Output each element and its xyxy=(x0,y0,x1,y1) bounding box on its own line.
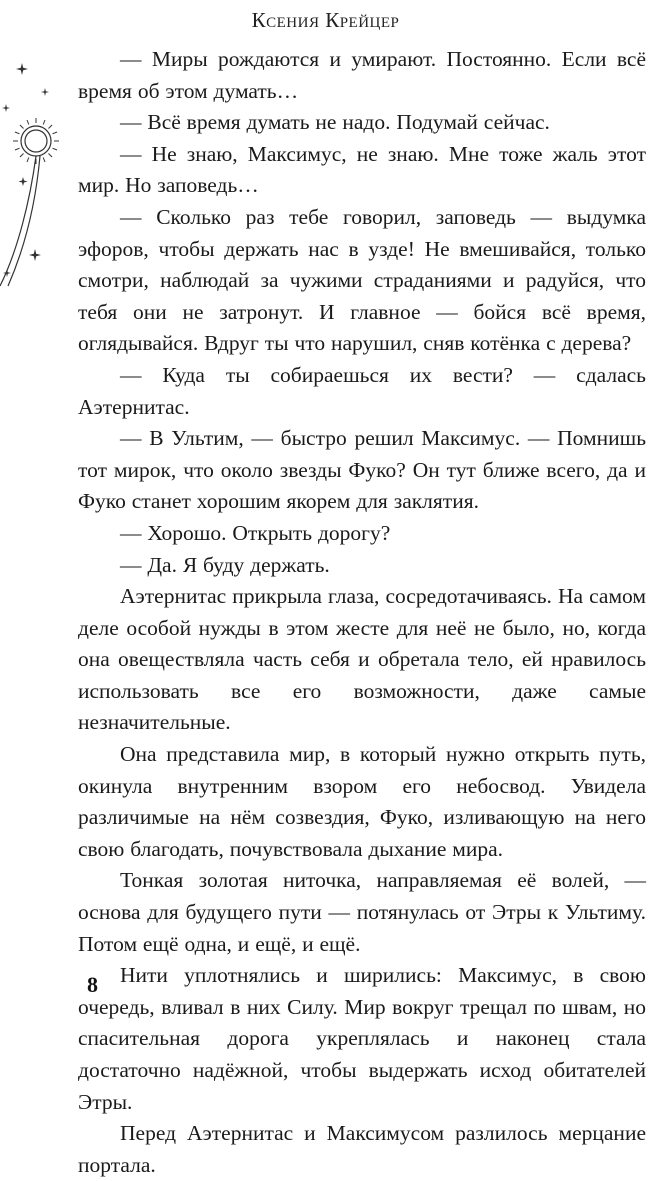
paragraph: — Всё время думать не надо. Подумай сейчас. xyxy=(120,110,550,135)
paragraph: Нити уплотнялись и ширились: Максимус, в свою очередь, вливал в них Силу. Мир вокруг трещал по швам, но спасительная дорога укреплялась и наконец стала достаточно надёжной, чтобы выдержать исход обитателей Этры. xyxy=(78,963,646,1114)
paragraph: — В Ультим, — быстро решил Максимус. — Помнишь тот мирок, что около звезды Фуко? Он тут ближе всего, да и Фуко станет хорошим якорем для заклятия. xyxy=(78,426,646,514)
paragraph: Перед Аэтернитас и Максимусом разлилось мерцание портала. xyxy=(78,1121,646,1177)
page-number: 8 xyxy=(87,972,98,997)
star-icon xyxy=(19,177,28,186)
star-icon xyxy=(41,88,49,96)
star-icon xyxy=(29,249,41,261)
paragraph: Аэтернитас прикрыла глаза, сосредотачиваясь. На самом деле особой нужды в этом жесте для неё не было, но, когда она овеществляла часть себя и обретала тело, ей нравилось использовать все его возможности, даже самые незначительные. xyxy=(78,584,646,735)
sun-with-stars-icon xyxy=(0,50,80,290)
star-icon xyxy=(2,104,10,112)
paragraph: Она представила мир, в который нужно открыть путь, окинула внутренним взором его небосвод. Увидела различимые на нём созвездия, Фуко, изливающую на него свою благодать, почувствовала дыхание мира. xyxy=(78,742,646,861)
paragraph: Тонкая золотая ниточка, направляемая её волей, — основа для будущего пути — потянулась от Этры к Ультиму. Потом ещё одна, и ещё, и ещё. xyxy=(78,868,646,956)
paragraph: — Миры рождаются и умирают. Постоянно. Если всё время об этом думать… xyxy=(78,47,646,103)
paragraph: — Да. Я буду держать. xyxy=(120,552,330,577)
paragraph: — Хорошо. Открыть дорогу? xyxy=(120,520,391,545)
body-text xyxy=(78,44,646,1181)
running-head: Ксения Крейцер xyxy=(251,8,400,32)
orbit-arcs xyxy=(0,156,40,286)
star-icon xyxy=(16,63,28,75)
paragraph: — Куда ты собираешься их вести? — сдалась Аэтернитас. xyxy=(78,362,646,419)
paragraph: — Сколько раз тебе говорил, заповедь — выдумка эфоров, чтобы держать нас в узде! Не вмешивайся, только смотри, наблюдай за чужими страданиями и радуйся, что тебя они не затронут. И главное — бойся всё время, оглядывайся. Вдруг ты что нарушил, сняв котёнка с дерева? xyxy=(78,204,646,356)
paragraph: — Не знаю, Максимус, не знаю. Мне тоже жаль этот мир. Но заповедь… xyxy=(78,141,646,198)
stars xyxy=(2,63,49,277)
